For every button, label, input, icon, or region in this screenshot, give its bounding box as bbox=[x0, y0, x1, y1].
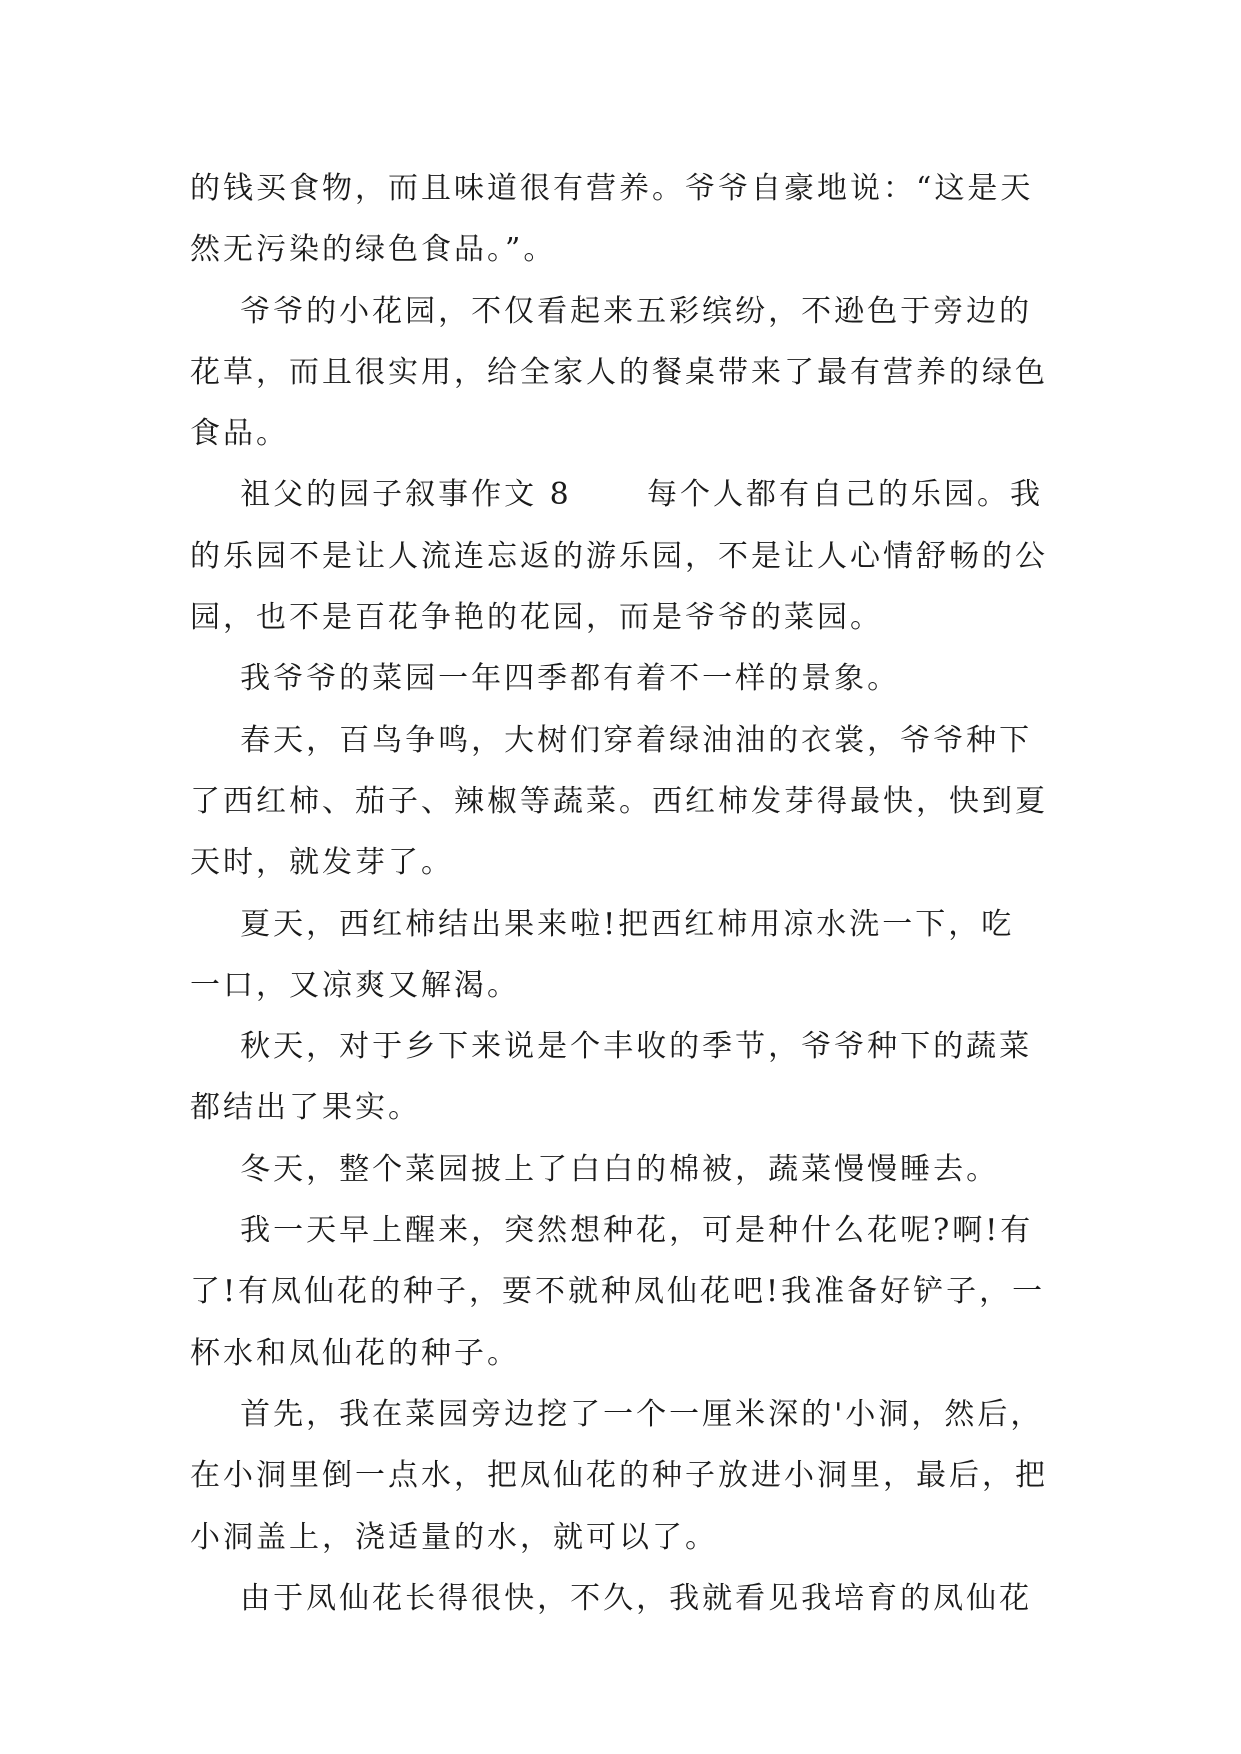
text-line: 天时，就发芽了。 bbox=[190, 845, 454, 881]
text-line: 由于凤仙花长得很快，不久，我就看见我培育的凤仙花 bbox=[190, 1580, 1033, 1616]
text-line: 杯水和凤仙花的种子。 bbox=[190, 1335, 520, 1371]
text-line: 了!有凤仙花的种子，要不就种凤仙花吧!我准备好铲子，一 bbox=[190, 1274, 1046, 1310]
text-line: 了西红柿、茄子、辣椒等蔬菜。西红柿发芽得最快，快到夏 bbox=[190, 783, 1048, 819]
text-line: 首先，我在菜园旁边挖了一个一厘米深的'小洞，然后， bbox=[190, 1396, 1044, 1432]
text-line: 在小洞里倒一点水，把凤仙花的种子放进小洞里，最后，把 bbox=[190, 1458, 1048, 1494]
text-line: 冬天，整个菜园披上了白白的棉被，蔬菜慢慢睡去。 bbox=[190, 1151, 1000, 1187]
text-line: 爷爷的小花园，不仅看起来五彩缤纷，不逊色于旁边的 bbox=[190, 293, 1033, 329]
text-line: 春天，百鸟争鸣，大树们穿着绿油油的衣裳，爷爷种下 bbox=[190, 722, 1033, 758]
text-line: 夏天，西红柿结出果来啦!把西红柿用凉水洗一下，吃 bbox=[190, 906, 1015, 942]
text-line: 一口，又凉爽又解渴。 bbox=[190, 967, 520, 1003]
text-line: 园，也不是百花争艳的花园，而是爷爷的菜园。 bbox=[190, 600, 883, 636]
text-line: 花草，而且很实用，给全家人的餐桌带来了最有营养的绿色 bbox=[190, 354, 1048, 390]
text-line: 都结出了果实。 bbox=[190, 1090, 421, 1126]
text-line: 然无污染的绿色食品。”。 bbox=[190, 232, 557, 268]
document-body bbox=[190, 158, 1060, 1629]
text-line: 祖父的园子叙事作文 8 每个人都有自己的乐园。我 bbox=[190, 477, 1043, 513]
text-line: 我爷爷的菜园一年四季都有着不一样的景象。 bbox=[190, 661, 901, 697]
text-line: 秋天，对于乡下来说是个丰收的季节，爷爷种下的蔬菜 bbox=[190, 1029, 1033, 1065]
text-line: 我一天早上醒来，突然想种花，可是种什么花呢?啊!有 bbox=[190, 1213, 1034, 1249]
text-line: 的乐园不是让人流连忘返的游乐园，不是让人心情舒畅的公 bbox=[190, 538, 1048, 574]
text-line: 食品。 bbox=[190, 416, 289, 452]
text-line: 小洞盖上，浇适量的水，就可以了。 bbox=[190, 1519, 718, 1555]
text-line: 的钱买食物，而且味道很有营养。爷爷自豪地说：“这是天 bbox=[190, 171, 1034, 206]
